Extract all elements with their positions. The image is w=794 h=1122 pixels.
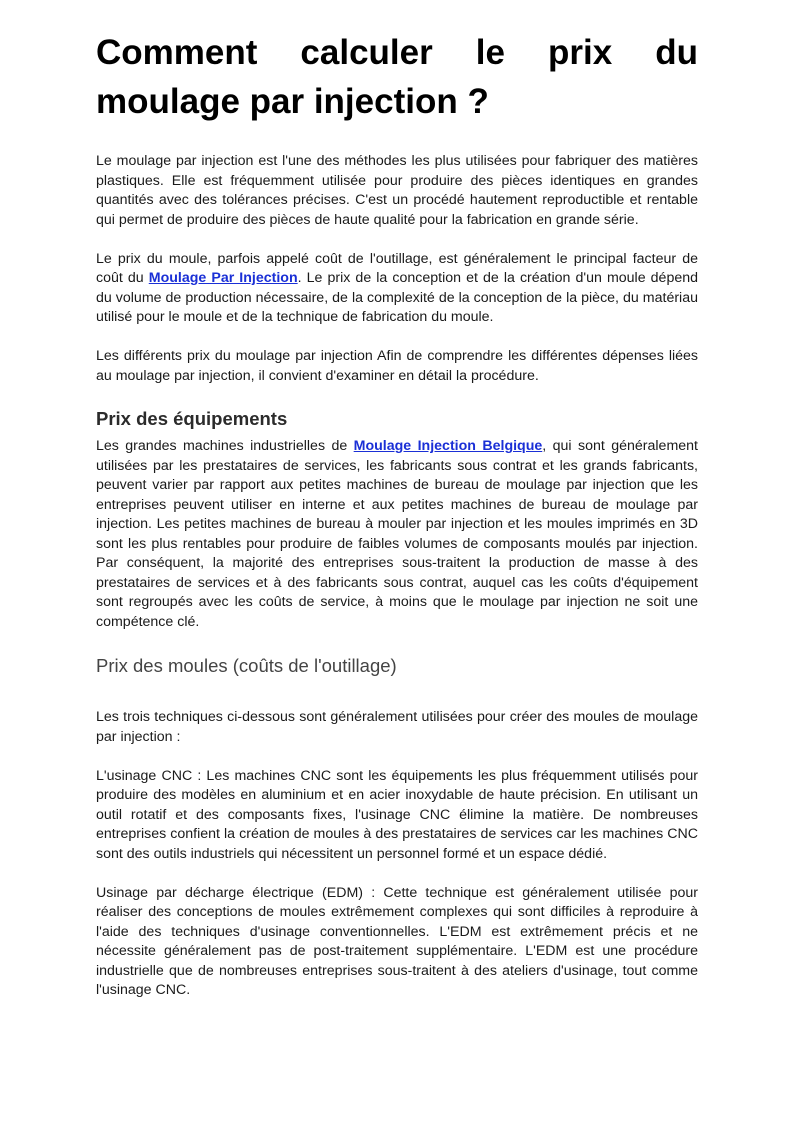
intro-paragraph: Le moulage par injection est l'une des méthodes les plus utilisées pour fabriquer des matières plastiques. Elle est fréquemment utilisée pour produire des pièces identiques en grandes quantités avec des tolérances précises. C'est un procédé hautement reproductible et rentable qui permet de produire des pièces de haute qualité pour la fabrication en grande série. [96, 153, 698, 228]
spacer [96, 328, 698, 348]
prices-paragraph: Les différents prix du moulage par injection Afin de comprendre les différentes dépenses liées au moulage par injection, il convient d'examiner en détail la procédure. [96, 348, 698, 384]
spacer [96, 230, 698, 250]
equipment-paragraph [96, 437, 698, 632]
spacer [96, 678, 698, 708]
mold-cost-text-before: Le prix du moule, parfois appelé coût de l'outillage, est généralement le principal facteur de coût du [96, 250, 698, 286]
page-title [96, 28, 698, 126]
techniques-intro-paragraph: Les trois techniques ci-dessous sont généralement utilisées pour créer des moules de moulage par injection : [96, 709, 698, 745]
equipment-text-after: , qui sont généralement utilisées par les prestataires de services, les fabricants sous contrat et les grands fabricants, peuvent varier par rapport aux petites machines de bureau de moulage par injection que les entreprises peuvent utiliser en interne et aux petites machines de bureau de moulage par injection. Les petites machines de bureau à mouler par injection et les moules imprimés en 3D sont les plus rentables pour produire de faibles volumes de composants moulés par injection. Par conséquent, la majorité des entreprises sous-traitent la production de masse à des prestataires de services et à des fabricants sous contrat, auquel cas les coûts d'équipement sont regroupés avec les coûts de service, à moins que le moulage par injection ne soit une compétence clé. [96, 438, 698, 630]
page-title-line-2: moulage par injection ? [96, 82, 489, 121]
edm-paragraph: Usinage par décharge électrique (EDM) : Cette technique est généralement utilisée pour réaliser des conceptions de moules extrêmement complexes qui sont difficiles à reproduire à l'aide des techniques d'usinage conventionnelles. L'EDM est extrêmement précis et ne nécessite généralement pas de post-traitement supplémentaire. L'EDM est une procédure industrielle que de nombreuses entreprises sous-traitent à des ateliers d'usinage, tout comme l'usinage CNC. [96, 884, 698, 998]
section-heading-equipment: Prix des équipements [96, 408, 288, 429]
cnc-paragraph: L'usinage CNC : Les machines CNC sont les équipements les plus fréquemment utilisés pour produire des modèles en aluminium et en acier inoxydable de haute précision. En utilisant un outil rotatif et des composants fixes, l'usinage CNC élimine la matière. De nombreuses entreprises confient la création de moules à des prestataires de services car les machines CNC sont des outils industriels qui nécessitent un personnel formé et un espace dédié. [96, 767, 698, 862]
spacer [96, 747, 698, 767]
section-heading-molds: Prix des moules (coûts de l'outillage) [96, 655, 397, 676]
mold-cost-paragraph [96, 250, 698, 328]
spacer [96, 126, 698, 152]
spacer [96, 864, 698, 884]
moulage-par-injection-link[interactable]: Moulage Par Injection [148, 270, 298, 286]
equipment-text-before: Les grandes machines industrielles de [96, 438, 354, 454]
page-title-line-1: Comment calculer le prix du [96, 33, 698, 72]
spacer [96, 632, 698, 654]
spacer [96, 386, 698, 407]
mold-cost-text-after: . Le prix de la conception et de la création d'un moule dépend du volume de production nécessaire, de la complexité de la conception de la pièce, du matériau utilisé pour le moule et de la technique de fabrication du moule. [96, 270, 698, 325]
moulage-injection-belgique-link[interactable]: Moulage Injection Belgique [353, 438, 543, 454]
